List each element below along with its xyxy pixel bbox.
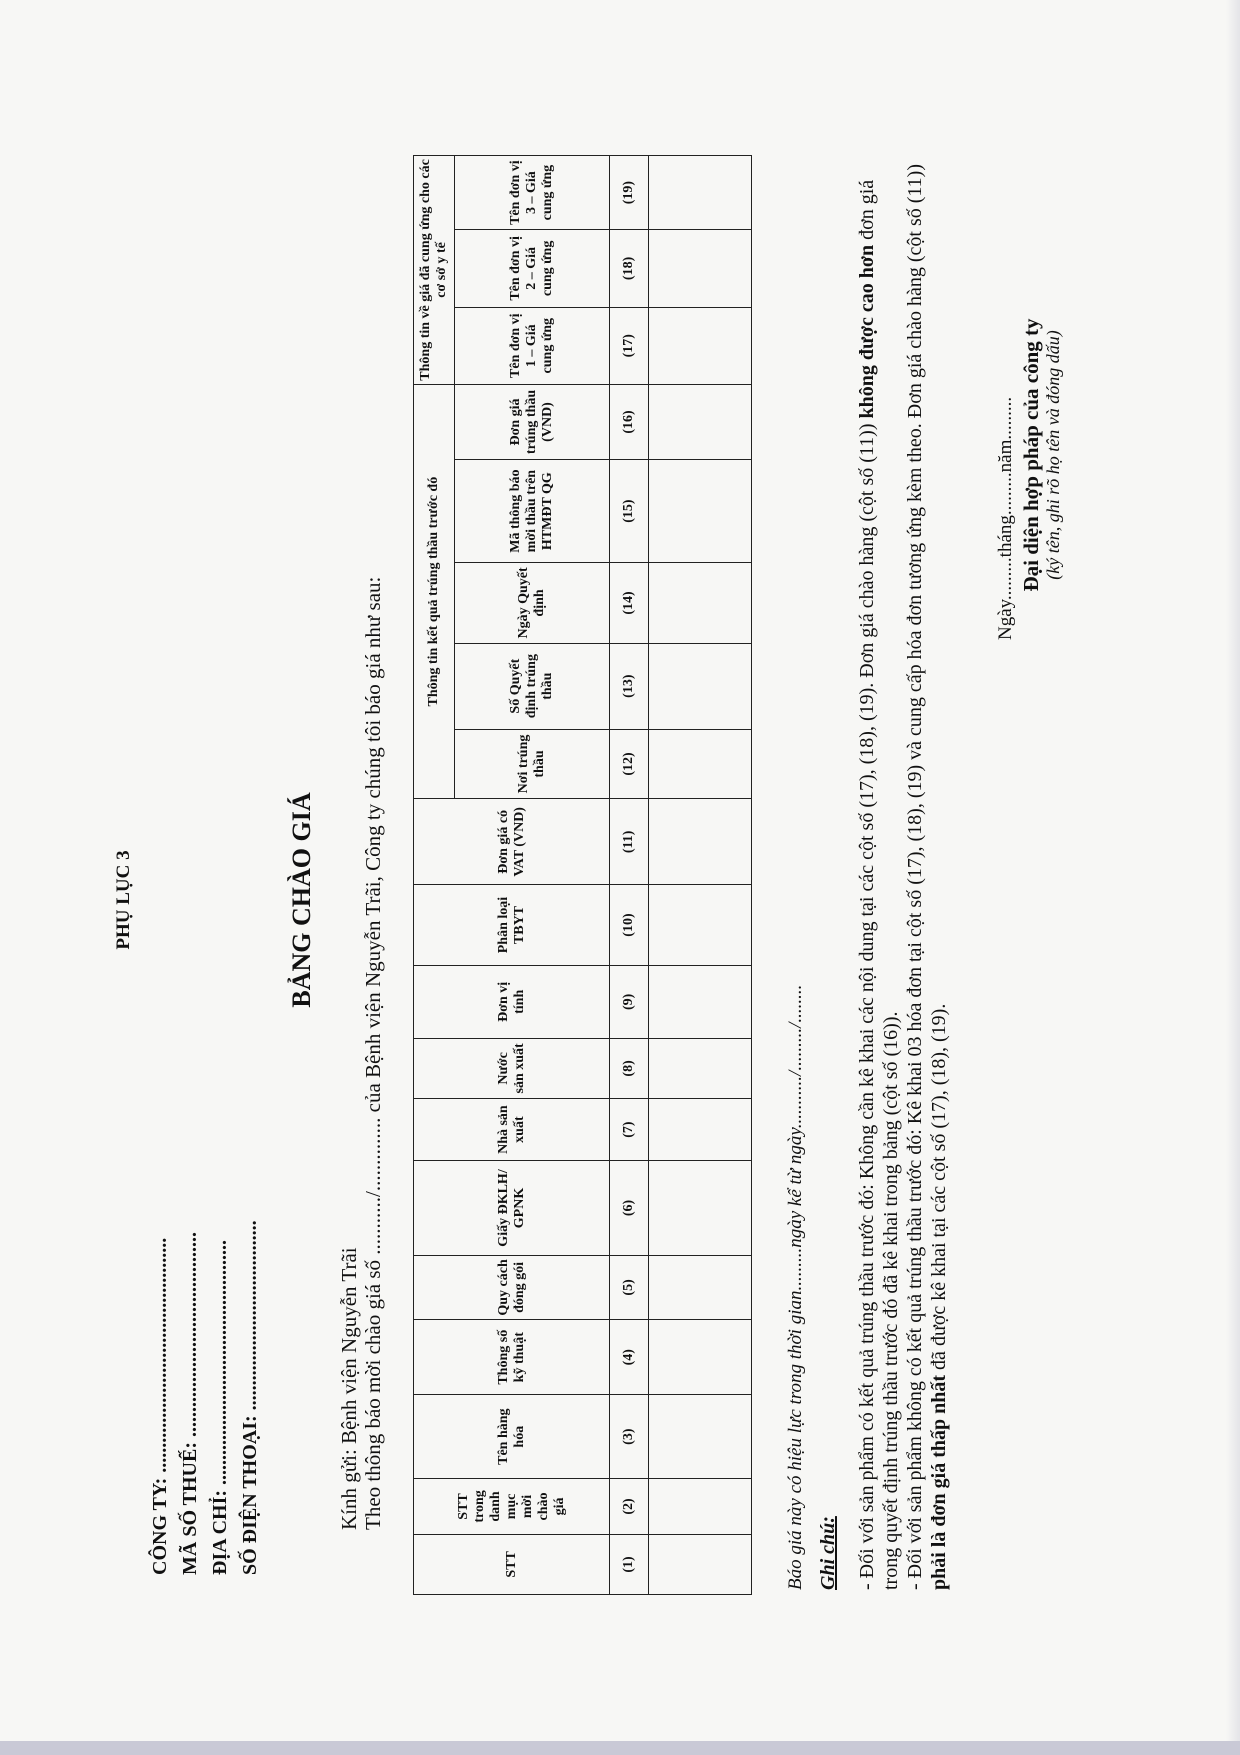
table-cell[interactable] — [649, 1255, 752, 1319]
table-cell[interactable] — [649, 1534, 752, 1594]
column-header: Đơn giá có VAT (VND) — [414, 799, 610, 885]
column-header: Đơn vị tính — [414, 965, 610, 1038]
company-name-line: CÔNG TY: ............................................... — [149, 1237, 171, 1575]
column-number: (11) — [610, 799, 649, 885]
table-cell[interactable] — [649, 1395, 752, 1479]
column-number: (18) — [610, 230, 649, 307]
table-cell[interactable] — [649, 307, 752, 384]
note-1 — [855, 150, 903, 1590]
column-header: Số Quyết định trúng thầu — [455, 643, 610, 729]
column-number: (9) — [610, 965, 649, 1038]
group-header-prior-tender: Thông tin kết quả trúng thầu trước đó — [414, 384, 455, 799]
table-cell[interactable] — [649, 799, 752, 885]
group-header-supply-prices: Thông tin về giá đã cung ứng cho các cơ sở y tế — [414, 156, 455, 385]
column-number: (4) — [610, 1320, 649, 1395]
column-number: (2) — [610, 1479, 649, 1535]
scan-edge-bottom — [0, 1741, 1240, 1755]
column-header: Phân loại TBYT — [414, 885, 610, 966]
column-number: (7) — [610, 1098, 649, 1160]
column-number: (8) — [610, 1038, 649, 1098]
table-cell[interactable] — [649, 1038, 752, 1098]
column-header: Tên hàng hóa — [414, 1395, 610, 1479]
table-row — [649, 156, 752, 1595]
column-number: (12) — [610, 729, 649, 799]
column-number: (16) — [610, 384, 649, 459]
tax-code-line: MÃ SỐ THUẾ: ......................................... — [179, 1232, 201, 1575]
signature-title: Đại diện hợp pháp của công ty — [1019, 318, 1043, 592]
note-1-text-a: - Đối với sản phẩm có kết quả trúng thầu trước đó: Không cần kê khai các nội dung tại các cột số (17), (18), (19). Đơn giá chào hàng (cột số (11)) — [856, 418, 878, 1590]
quotation-table — [413, 155, 752, 1595]
validity-text: Báo giá này có hiệu lực trong thời gian.........ngày kể từ ngày.........../........./........ — [785, 984, 806, 1590]
table-header-row-1 — [414, 156, 455, 1595]
table-cell[interactable] — [649, 1161, 752, 1255]
note-1-text-b: đơn giá trong quyết định trúng thầu trước đó đã kê khai trong bảng (cột số (16)). — [856, 179, 902, 1590]
column-number: (15) — [610, 460, 649, 563]
note-2-emphasis: phải là đơn giá thấp nhất — [928, 1374, 950, 1590]
document-title: BẢNG CHÀO GIÁ — [287, 792, 316, 1008]
column-header: Tên đơn vị 2 – Giá cung ứng — [455, 230, 610, 307]
column-header: Mã thông báo mời thầu trên HTMĐT QG — [455, 460, 610, 563]
column-number: (3) — [610, 1395, 649, 1479]
column-header: Đơn giá trúng thầu (VND) — [455, 384, 610, 459]
column-header: Tên đơn vị 3 – Giá cung ứng — [455, 156, 610, 230]
scan-edge-right — [1226, 0, 1240, 1755]
column-number: (17) — [610, 307, 649, 384]
phone-line: SỐ ĐIỆN THOẠI: ...................................... — [239, 1220, 261, 1575]
table-cell[interactable] — [649, 729, 752, 799]
column-number-row — [610, 156, 649, 1595]
note-2-text-b: đã được kê khai tại các cột số (17), (18), (19). — [928, 1003, 950, 1375]
note-2 — [903, 150, 951, 1590]
column-header: Nước sản xuất — [414, 1038, 610, 1098]
table-cell[interactable] — [649, 156, 752, 230]
appendix-label: PHỤ LỤC 3 — [113, 850, 134, 950]
table-cell[interactable] — [649, 563, 752, 644]
note-2-text-a: - Đối với sản phẩm không có kết quả trúng thầu trước đó: Kê khai 03 hóa đơn tại cột số (17), (18), (19) và cung cấp hóa đơn tương ứng kèm theo. Đơn giá chào hàng (cột số (11)) — [904, 163, 926, 1590]
document-page — [55, 75, 1215, 1725]
table-cell[interactable] — [649, 965, 752, 1038]
address-line: ĐỊA CHỈ: ................................................. — [209, 1239, 231, 1575]
table-cell[interactable] — [649, 885, 752, 966]
table-cell[interactable] — [649, 384, 752, 459]
column-number: (5) — [610, 1255, 649, 1319]
column-header: STT — [414, 1534, 610, 1594]
column-number: (6) — [610, 1161, 649, 1255]
note-1-emphasis: không được cao hơn — [856, 244, 878, 419]
column-header: Giấy ĐKLH/ GPNK — [414, 1161, 610, 1255]
column-header: Nhà sản xuất — [414, 1098, 610, 1160]
column-number: (13) — [610, 643, 649, 729]
column-header: Nơi trúng thầu — [455, 729, 610, 799]
column-header: Ngày Quyết định — [455, 563, 610, 644]
column-header: Thông số kỹ thuật — [414, 1320, 610, 1395]
table-cell[interactable] — [649, 643, 752, 729]
table-cell[interactable] — [649, 1098, 752, 1160]
column-header: Quy cách đóng gói — [414, 1255, 610, 1319]
table-cell[interactable] — [649, 460, 752, 563]
column-number: (19) — [610, 156, 649, 230]
intro-text: Theo thông báo mời chào giá số .........../.............. của Bệnh viện Nguyễn Trãi, Công ty chúng tôi báo giá như sau: — [361, 576, 385, 1530]
signature-date: Ngày.........tháng.........năm......... — [995, 396, 1016, 640]
notes-heading: Ghi chú: — [817, 1516, 839, 1590]
column-number: (14) — [610, 563, 649, 644]
column-number: (10) — [610, 885, 649, 966]
table-cell[interactable] — [649, 1479, 752, 1535]
column-header: Tên đơn vị 1 – Giá cung ứng — [455, 307, 610, 384]
table-cell[interactable] — [649, 230, 752, 307]
signature-instruction: (ký tên, ghi rõ họ tên và đóng dấu) — [1043, 330, 1063, 580]
column-number: (1) — [610, 1534, 649, 1594]
salutation: Kính gửi: Bệnh viện Nguyễn Trãi — [337, 1247, 361, 1530]
column-header: STT trong danh mục mời chào giá — [414, 1479, 610, 1535]
table-cell[interactable] — [649, 1320, 752, 1395]
